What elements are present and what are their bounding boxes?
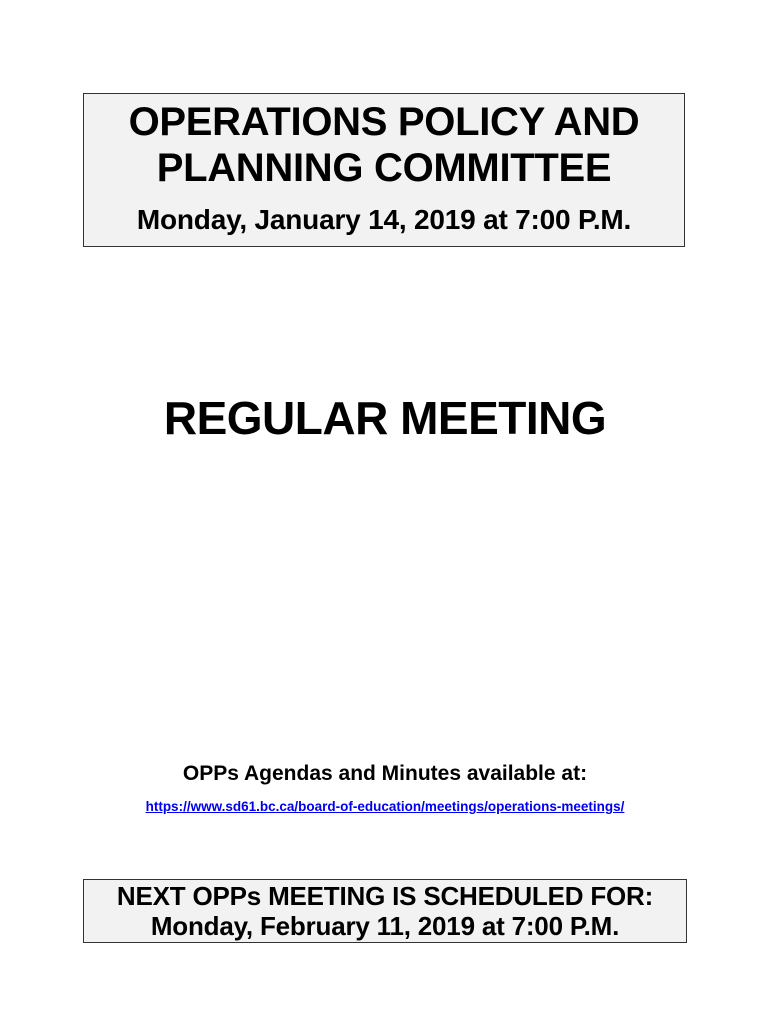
- meeting-datetime: Monday, January 14, 2019 at 7:00 P.M.: [136, 204, 632, 235]
- meeting-type-heading: REGULAR MEETING: [163, 392, 607, 444]
- link-container: [0, 798, 770, 816]
- committee-title-box: [83, 93, 685, 247]
- committee-title-line1: OPERATIONS POLICY AND: [128, 100, 640, 144]
- committee-title-line2: PLANNING COMMITTEE: [156, 146, 612, 190]
- next-meeting-line2: Monday, February 11, 2019 at 7:00 P.M.: [150, 911, 620, 941]
- next-meeting-line1: NEXT OPPs MEETING IS SCHEDULED FOR:: [116, 881, 654, 911]
- availability-text: OPPs Agendas and Minutes available at:: [182, 762, 588, 785]
- meetings-link[interactable]: https://www.sd61.bc.ca/board-of-education/meetings/operations-meetings/: [145, 799, 625, 814]
- next-meeting-box: [83, 879, 687, 943]
